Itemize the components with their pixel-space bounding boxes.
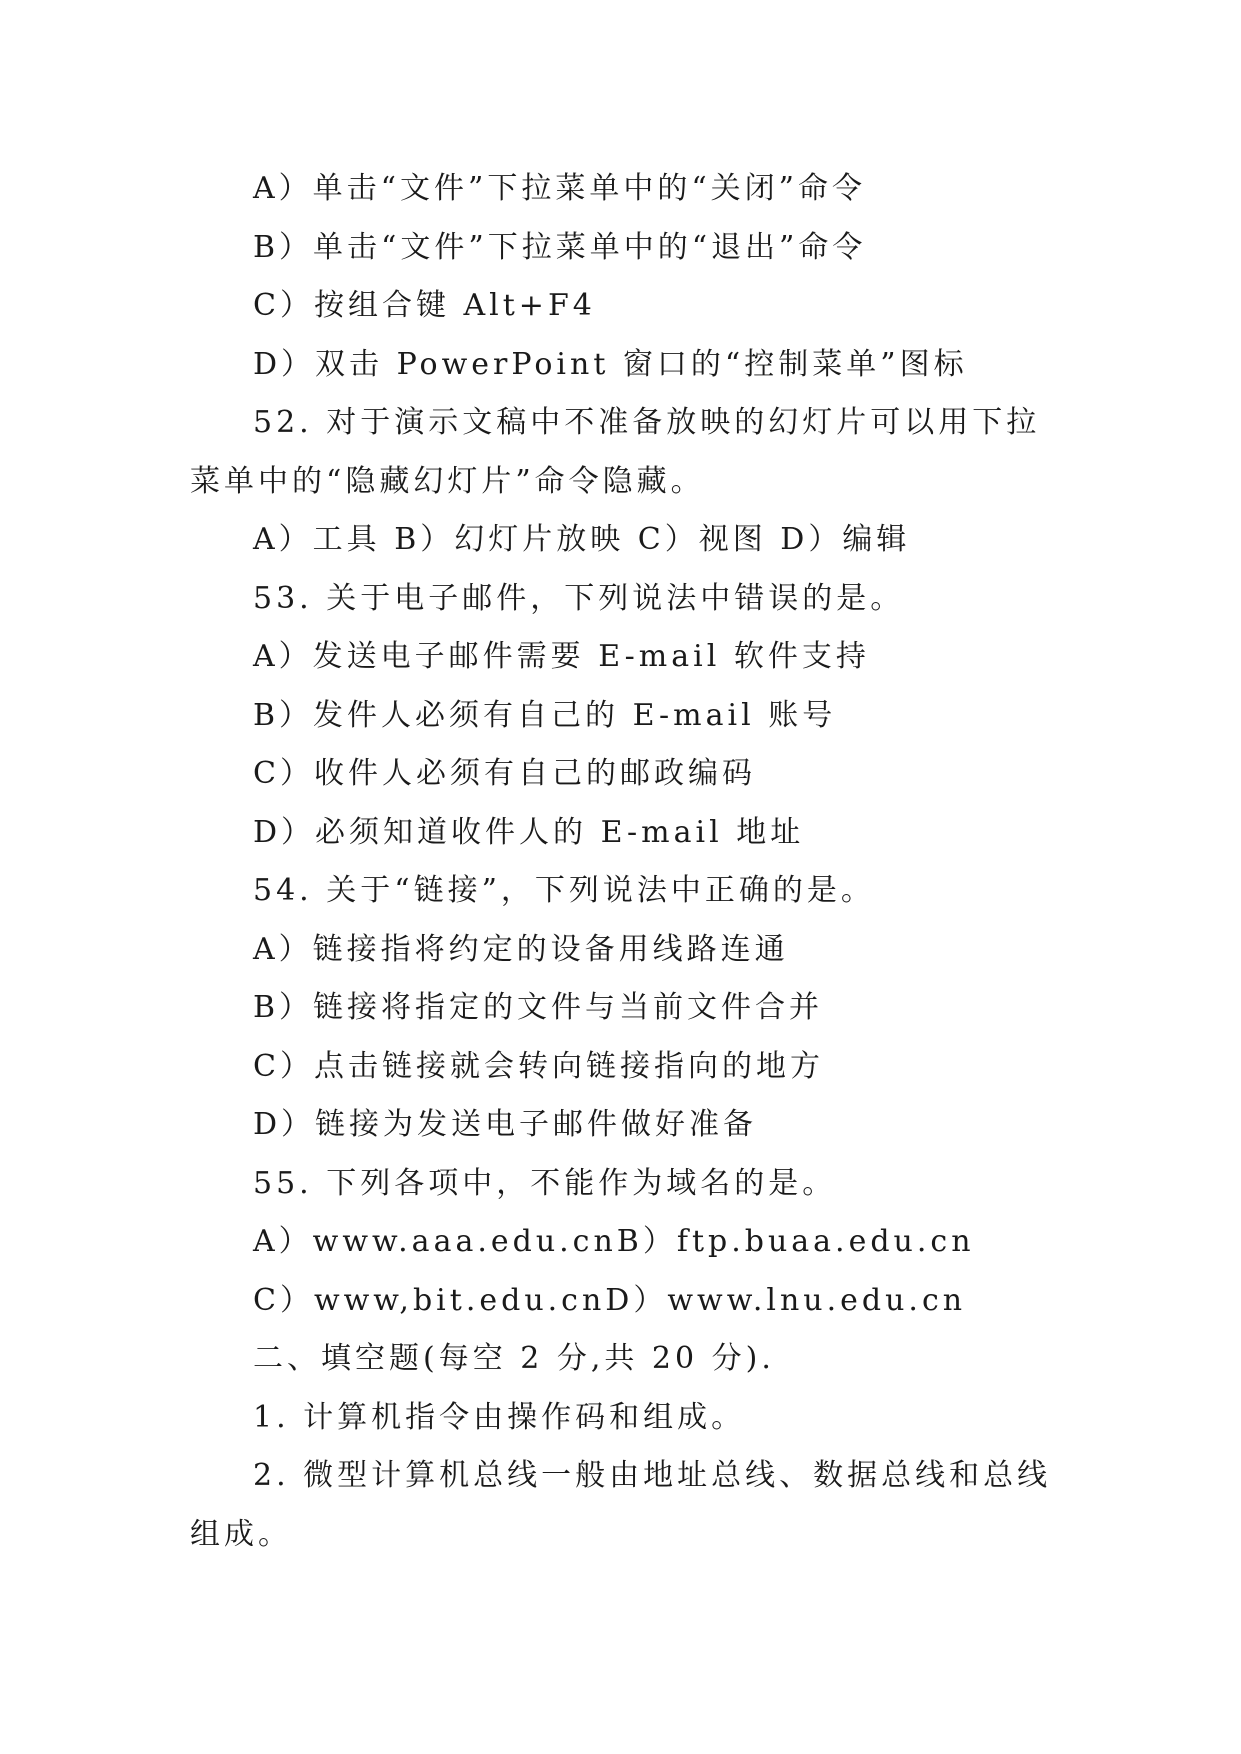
question-55-options-cd: C）www,bit.edu.cnD）www.lnu.edu.cn xyxy=(253,1282,967,1318)
question-53-option-c: C）收件人必须有自己的邮政编码 xyxy=(253,756,756,791)
option-d-control-menu: D）双击 PowerPoint 窗口的“控制菜单”图标 xyxy=(253,346,968,382)
question-55-options-ab: A）www.aaa.edu.cnB）ftp.buaa.edu.cn xyxy=(253,1224,975,1259)
question-53-option-b: B）发件人必须有自己的 E-mail 账号 xyxy=(253,697,837,733)
question-53-option-d: D）必须知道收件人的 E-mail 地址 xyxy=(253,814,805,850)
question-55: 55. 下列各项中，不能作为域名的是。 xyxy=(253,1165,837,1201)
option-a-close: A）单击“文件”下拉菜单中的“关闭”命令 xyxy=(253,171,867,206)
question-52: 52. 对于演示文稿中不准备放映的幻灯片可以用下拉菜单中的“隐藏幻灯片”命令隐藏。 xyxy=(190,405,1041,499)
question-54-option-c: C）点击链接就会转向链接指向的地方 xyxy=(253,1048,824,1084)
document-body xyxy=(190,160,1065,1564)
question-52-options: A）工具 B）幻灯片放映 C）视图 D）编辑 xyxy=(253,522,911,557)
question-54: 54. 关于“链接”，下列说法中正确的是。 xyxy=(253,873,875,908)
fill-in-question-1: 1. 计算机指令由操作码和组成。 xyxy=(253,1399,746,1435)
question-53: 53. 关于电子邮件，下列说法中错误的是。 xyxy=(253,580,905,616)
section-heading-fill-in: 二、填空题(每空 2 分,共 20 分). xyxy=(253,1341,775,1376)
question-54-option-d: D）链接为发送电子邮件做好准备 xyxy=(253,1107,758,1142)
fill-in-question-2: 2. 微型计算机总线一般由地址总线、数据总线和总线组成。 xyxy=(190,1458,1052,1552)
question-53-option-a: A）发送电子邮件需要 E-mail 软件支持 xyxy=(253,639,870,674)
option-c-altf4: C）按组合键 Alt+F4 xyxy=(253,288,596,323)
question-54-option-b: B）链接将指定的文件与当前文件合并 xyxy=(253,990,824,1025)
option-b-exit: B）单击“文件”下拉菜单中的“退出”命令 xyxy=(253,229,867,265)
question-54-option-a: A）链接指将约定的设备用线路连通 xyxy=(253,931,789,967)
